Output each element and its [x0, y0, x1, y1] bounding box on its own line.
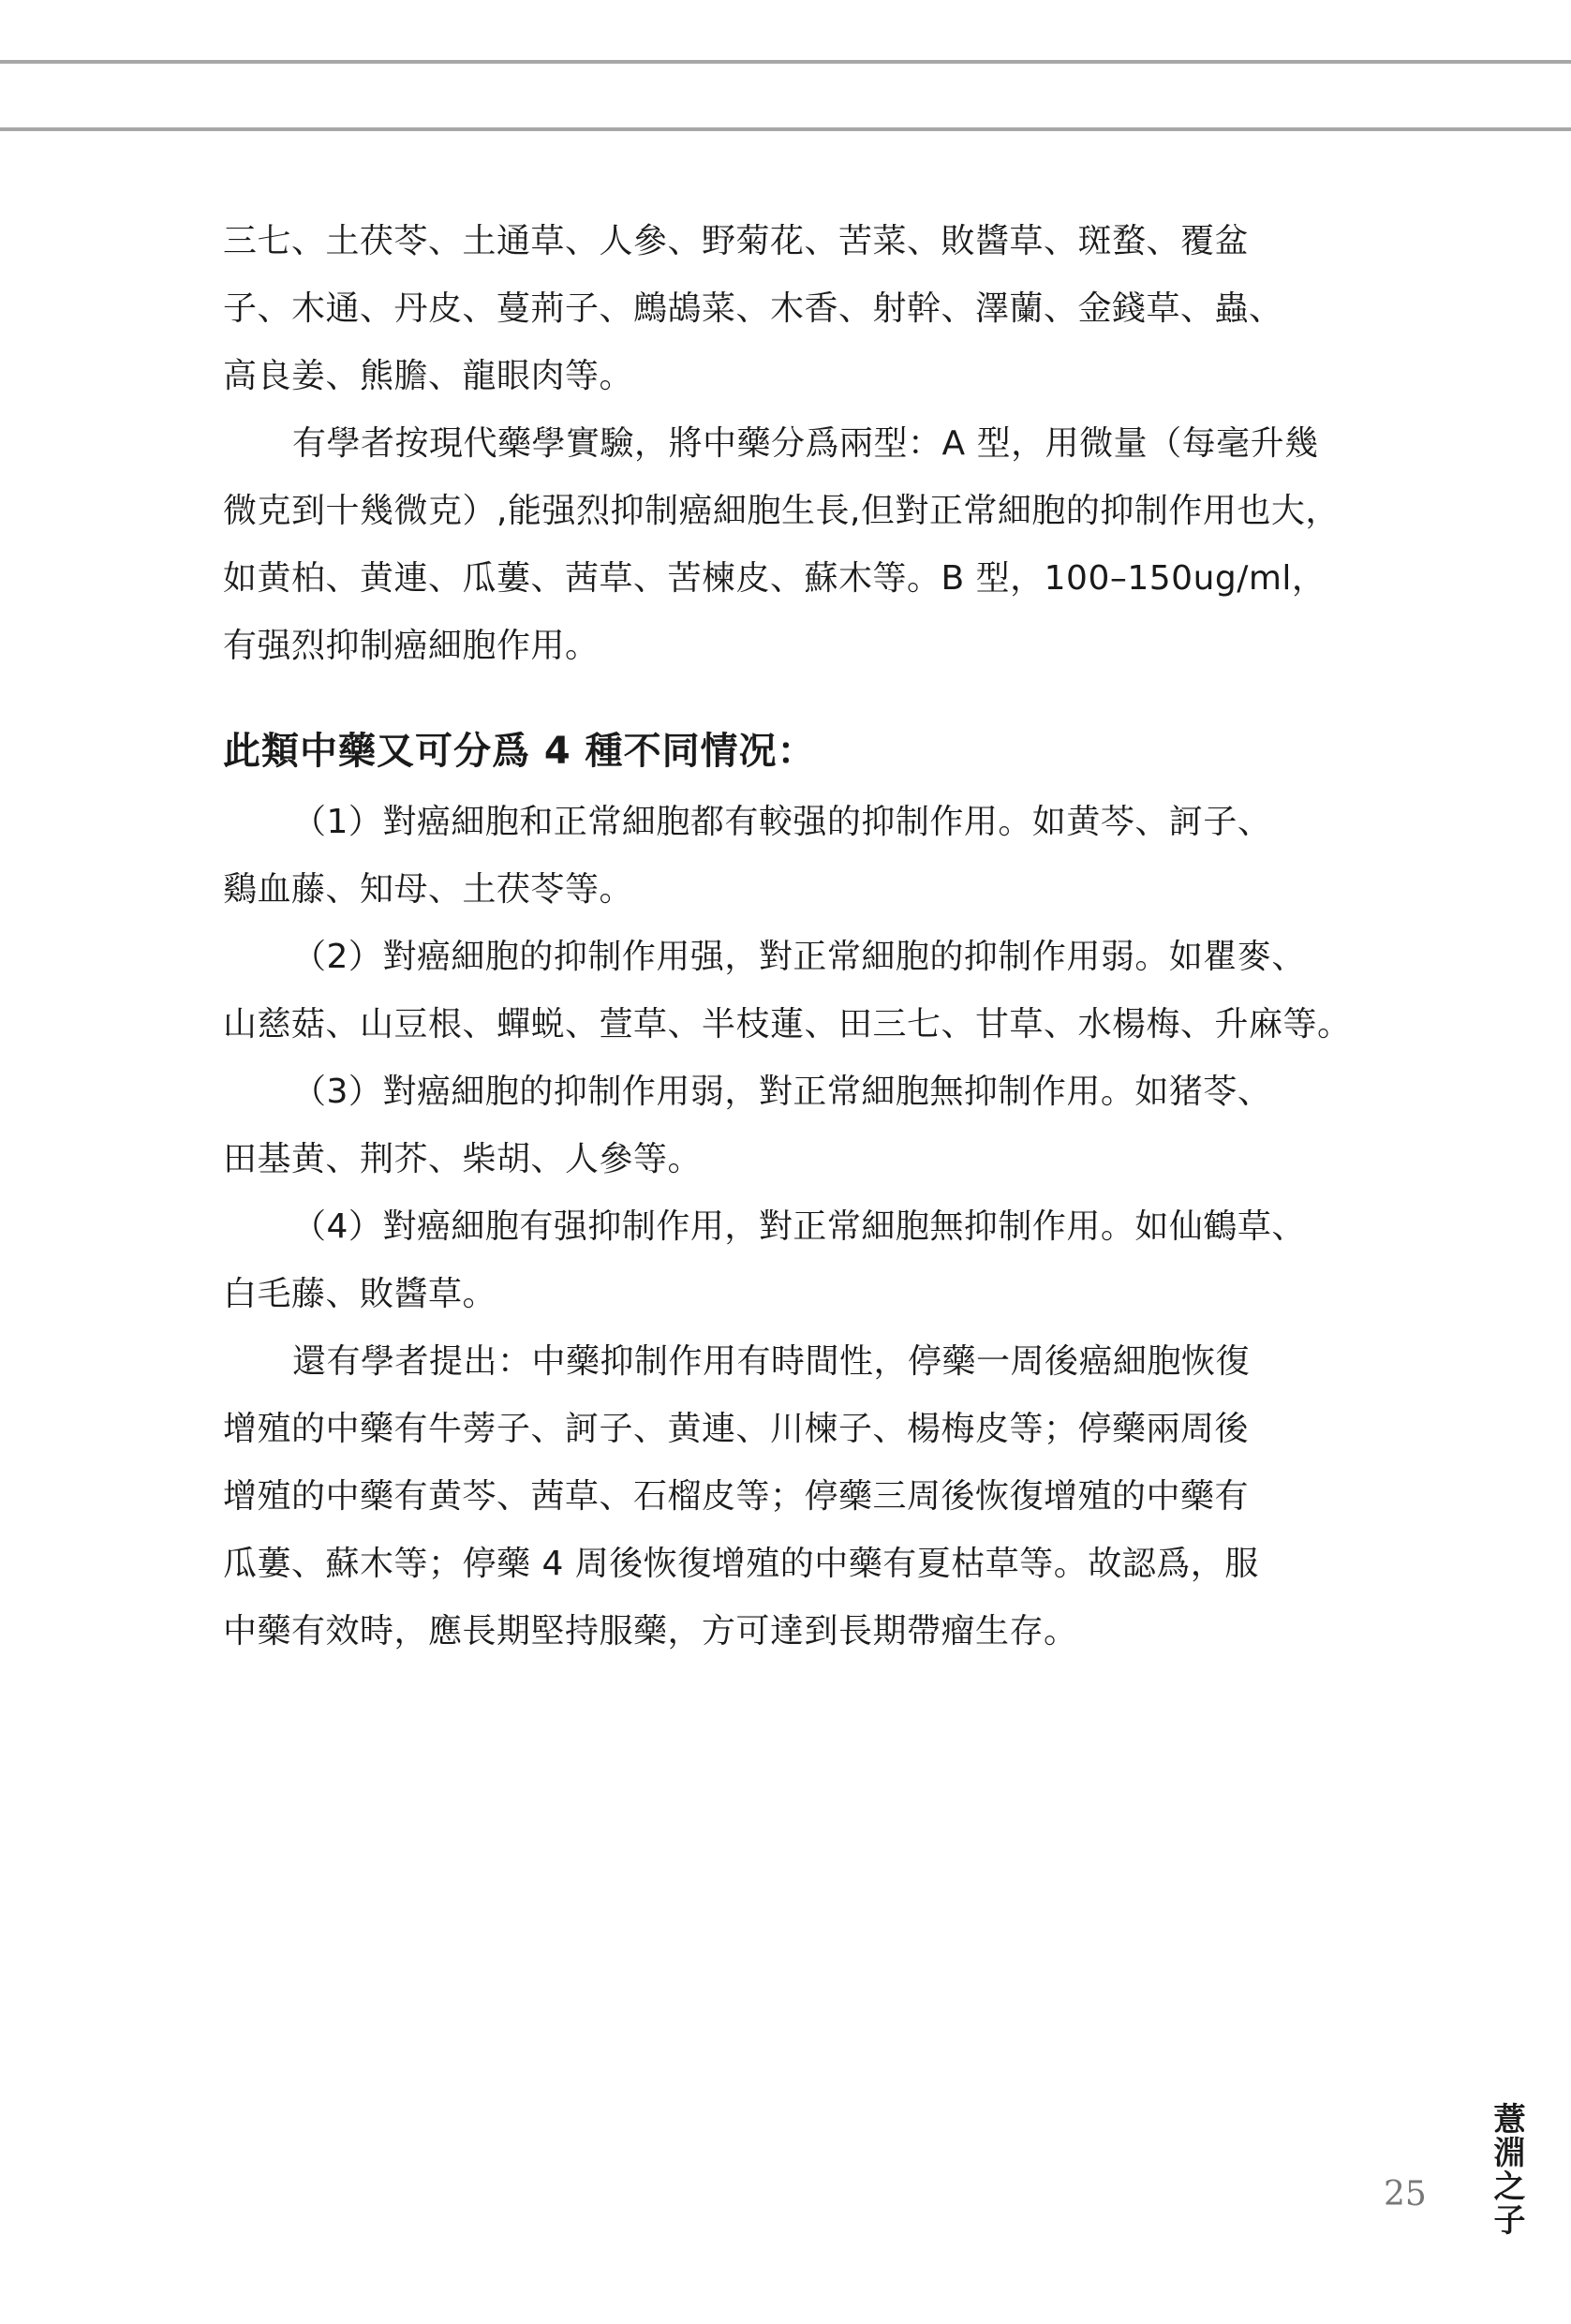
text-line: 有學者按現代藥學實驗，將中藥分爲兩型：A 型，用微量（每毫升幾	[292, 424, 1319, 463]
text-line: 鷄血藤、知母、土茯苓等。	[223, 870, 634, 909]
text-line: 高良姜、熊膽、龍眼肉等。	[223, 357, 634, 395]
text-line: 白毛藤、敗醬草。	[223, 1275, 497, 1313]
text-line: 田基黄、荆芥、柴胡、人參等。	[223, 1140, 703, 1178]
section-heading: 此類中藥又可分爲 4 種不同情况：	[223, 730, 816, 773]
text-line: 增殖的中藥有牛蒡子、訶子、黄連、川楝子、楊梅皮等；停藥兩周後	[223, 1410, 1250, 1448]
header-rule-top	[0, 60, 1571, 64]
text-line: （1）對癌細胞和正常細胞都有較强的抑制作用。如黄芩、訶子、	[292, 803, 1272, 841]
page-number: 25	[1384, 2175, 1427, 2213]
text-line: 三七、土茯苓、土通草、人參、野菊花、苦菜、敗醬草、斑蝥、覆盆	[223, 222, 1250, 260]
text-line: （4）對癌細胞有强抑制作用，對正常細胞無抑制作用。如仙鶴草、	[292, 1207, 1306, 1246]
text-line: 增殖的中藥有黄芩、茜草、石榴皮等；停藥三周後恢復增殖的中藥有	[223, 1477, 1250, 1516]
text-line: 如黄柏、黄連、瓜蔞、茜草、苦楝皮、蘇木等。B 型，100–150ug/ml，	[223, 559, 1326, 598]
side-chapter-title: 薏淵之子	[1488, 2102, 1525, 2237]
text-line: 子、木通、丹皮、蔓荊子、鷓鴣菜、木香、射幹、澤蘭、金錢草、蟲、	[223, 289, 1283, 328]
text-line: 有强烈抑制癌細胞作用。	[223, 627, 600, 665]
text-line: （2）對癌細胞的抑制作用强，對正常細胞的抑制作用弱。如瞿麥、	[292, 938, 1306, 976]
paragraph-case-3	[223, 1058, 1405, 1193]
text-line: （3）對癌細胞的抑制作用弱，對正常細胞無抑制作用。如猪苓、	[292, 1073, 1272, 1111]
paragraph-case-4	[223, 1193, 1405, 1328]
header-rule-bottom	[0, 127, 1571, 131]
text-line: 瓜蔞、蘇木等；停藥 4 周後恢復增殖的中藥有夏枯草等。故認爲，服	[223, 1545, 1259, 1583]
paragraph-two-types	[223, 410, 1405, 680]
paragraph-herb-list	[223, 208, 1405, 410]
page-body	[223, 208, 1405, 1665]
paragraph-timing	[223, 1328, 1405, 1665]
paragraph-case-1	[223, 789, 1405, 924]
paragraph-case-2	[223, 924, 1405, 1058]
text-line: 還有學者提出：中藥抑制作用有時間性，停藥一周後癌細胞恢復	[292, 1342, 1251, 1381]
text-line: 山慈菇、山豆根、蟬蜕、萱草、半枝蓮、田三七、甘草、水楊梅、升麻等。	[223, 1005, 1352, 1044]
text-line: 微克到十幾微克）,能强烈抑制癌細胞生長,但對正常細胞的抑制作用也大，	[223, 492, 1340, 530]
text-line: 中藥有效時，應長期堅持服藥，方可達到長期帶瘤生存。	[223, 1612, 1078, 1650]
